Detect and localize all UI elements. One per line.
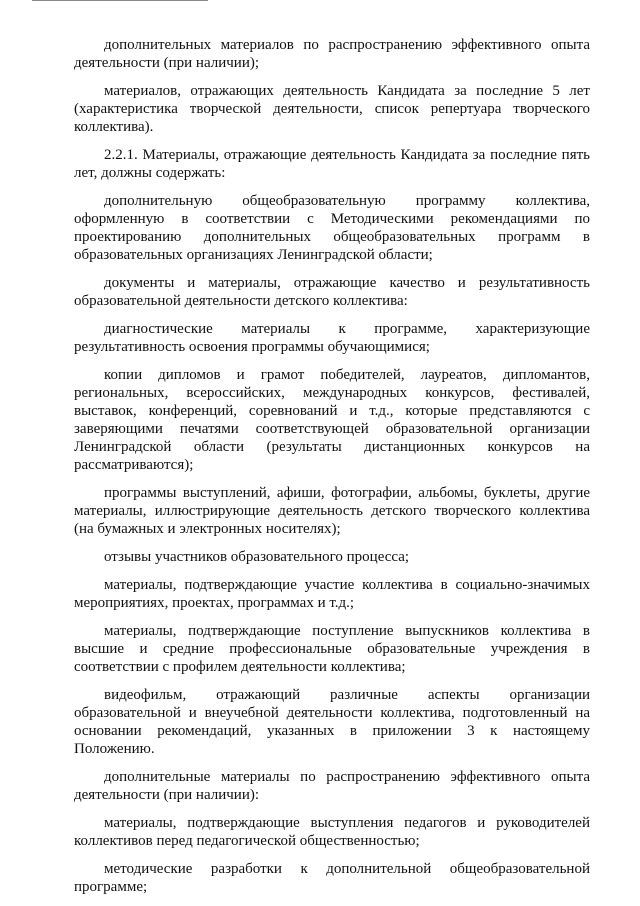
paragraph: видеофильм, отражающий различные аспекты организации образовательной и внеучебной деятельности коллектива, подготовленный на основании рекомендаций, указанных в приложении 3 к настоящему Положению. bbox=[74, 687, 590, 757]
document-body bbox=[74, 36, 590, 906]
paragraph: материалы, подтверждающие поступление выпускников коллектива в высшие и средние профессиональные образовательные учреждения в соответствии с профилем деятельности коллектива; bbox=[74, 623, 590, 675]
paragraph: дополнительную общеобразовательную программу коллектива, оформленную в соответствии с Методическими рекомендациями по проектированию дополнительных общеобразовательных программ в образовательных организациях Ленинградской области; bbox=[74, 193, 590, 263]
paragraph: материалы, подтверждающие выступления педагогов и руководителей коллективов перед педагогической общественностью; bbox=[74, 815, 590, 849]
top-rule bbox=[32, 0, 208, 1]
paragraph: копии дипломов и грамот победителей, лауреатов, дипломантов, региональных, всероссийских, международных конкурсов, фестивалей, выставок, конференций, соревнований и т.д., которые представляются с заверяющими печатями соответствующей образовательной организации Ленинградской области (результаты дистанционных конкурсов на рассматриваются); bbox=[74, 367, 590, 473]
paragraph: документы и материалы, отражающие качество и результативность образовательной деятельности детского коллектива: bbox=[74, 275, 590, 309]
paragraph: методические разработки к дополнительной общеобразовательной программе; bbox=[74, 861, 590, 895]
paragraph: дополнительных материалов по распространению эффективного опыта деятельности (при наличии); bbox=[74, 37, 590, 71]
paragraph: диагностические материалы к программе, характеризующие результативность освоения программы обучающимися; bbox=[74, 321, 590, 355]
paragraph: материалов, отражающих деятельность Кандидата за последние 5 лет (характеристика творческой деятельности, список репертуара творческого коллектива). bbox=[74, 83, 590, 135]
paragraph: материалы, подтверждающие участие коллектива в социально-значимых мероприятиях, проектах, программах и т.д.; bbox=[74, 577, 590, 611]
paragraph: отзывы участников образовательного процесса; bbox=[104, 549, 410, 565]
paragraph: программы выступлений, афиши, фотографии, альбомы, буклеты, другие материалы, иллюстрирующие деятельность детского творческого коллектива (на бумажных и электронных носителях); bbox=[74, 485, 590, 537]
section-heading-paragraph: 2.2.1. Материалы, отражающие деятельность Кандидата за последние пять лет, должны содержать: bbox=[74, 147, 590, 181]
paragraph: дополнительные материалы по распространению эффективного опыта деятельности (при наличии): bbox=[74, 769, 590, 803]
